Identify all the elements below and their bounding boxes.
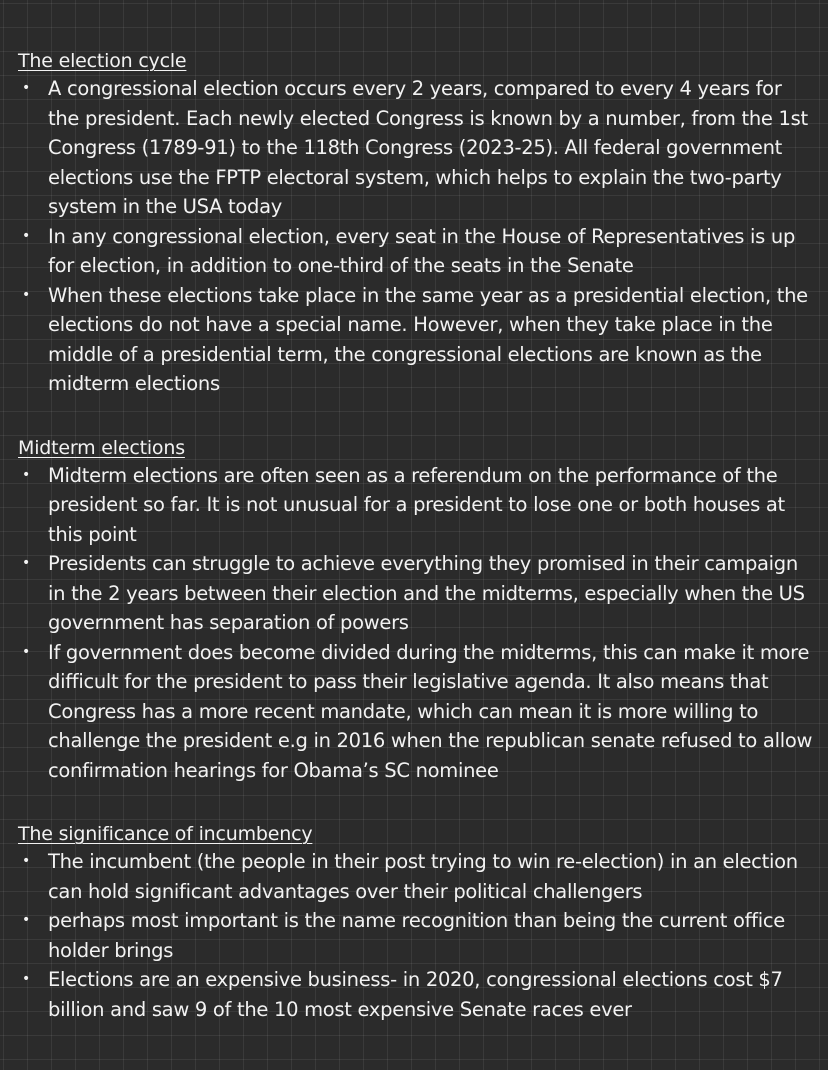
section-midterm-elections [18, 435, 814, 786]
bullet-dot-icon: • [22, 643, 30, 660]
bullet-item [18, 906, 814, 965]
bullet-text: Midterm elections are often seen as a referendum on the performance of the president so far. It is not unusual for a president to lose one or both houses at this point [48, 463, 785, 546]
bullet-text: perhaps most important is the name recognition than being the current office holder brings [48, 909, 785, 962]
bullet-dot-icon: • [22, 853, 30, 869]
bullet-item [18, 549, 814, 638]
bullet-dot-icon: • [22, 971, 30, 987]
bullet-text: If government does become divided during the midterms, this can make it more difficult for the president to pass their legislative agenda. It also means that Congress has a more recent mandate, which can mean it is more willing to challenge the president e.g in 2016 when the republican senate refused to allow confirmation hearings for Obama’s SC nominee [48, 640, 813, 782]
bullet-item [18, 847, 814, 906]
bullet-dot-icon: • [22, 286, 30, 303]
bullet-text: In any congressional election, every seat in the House of Representatives is up for election, in addition to one-third of the seats in the Senate [48, 224, 796, 277]
bullet-list [18, 461, 814, 786]
bullet-dot-icon: • [22, 80, 30, 96]
bullet-list [18, 74, 814, 399]
bullet-text: When these elections take place in the same year as a presidential election, the elections do not have a special name. However, when they take place in the middle of a presidential term, the congressional elections are known as the midterm elections [48, 283, 808, 395]
section-heading: The significance of incumbency [18, 823, 313, 845]
bullet-dot-icon: • [22, 912, 30, 928]
section-heading: The election cycle [18, 50, 187, 72]
bullet-item [18, 74, 814, 222]
section-election-cycle [18, 48, 814, 399]
bullet-dot-icon: • [22, 227, 30, 244]
bullet-dot-icon: • [22, 555, 30, 571]
bullet-text: Elections are an expensive business- in 2020, congressional elections cost $7 billion and saw 9 of the 10 most expensive Senate races ever [48, 968, 783, 1021]
section-heading: Midterm elections [18, 436, 185, 459]
bullet-text: A congressional election occurs every 2 years, compared to every 4 years for the president. Each newly elected Congress is known by a number, from the 1st Congress (1789-91) to the 118th Congress (2023-25). All federal government elections use the FPTP electoral system, which helps to explain the two-party system in the USA today [48, 77, 808, 218]
bullet-item [18, 965, 814, 1024]
section-incumbency [18, 821, 814, 1024]
bullet-item [18, 638, 814, 786]
bullet-list [18, 847, 814, 1024]
bullet-text: Presidents can struggle to achieve everything they promised in their campaign in the 2 years between their election and the midterms, especially when the US government has separation of powers [48, 552, 805, 634]
bullet-item [18, 281, 814, 399]
bullet-item [18, 222, 814, 281]
bullet-dot-icon: • [22, 466, 30, 483]
bullet-text: The incumbent (the people in their post trying to win re-election) in an election can hold significant advantages over their political challengers [48, 850, 798, 903]
bullet-item [18, 461, 814, 550]
